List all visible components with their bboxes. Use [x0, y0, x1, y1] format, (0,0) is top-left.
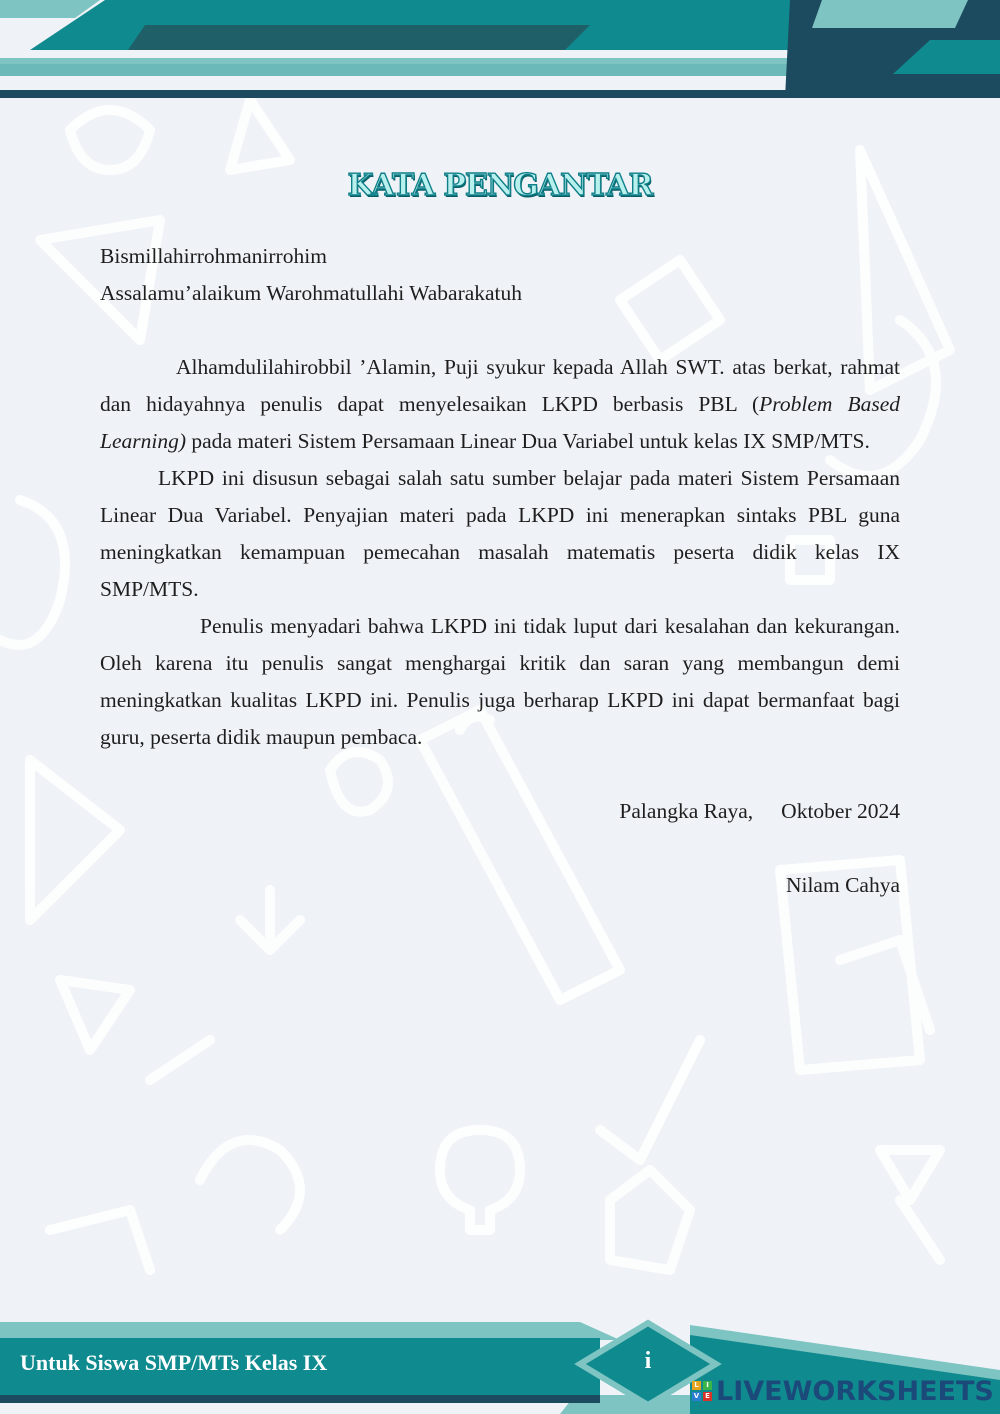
paragraph-1 — [100, 349, 900, 460]
footer-label: Untuk Siswa SMP/MTs Kelas IX — [20, 1350, 328, 1375]
paragraph-1-text-b: pada materi Sistem Persamaan Linear Dua Variabel untuk kelas IX SMP/MTS. — [186, 429, 870, 453]
place-date — [100, 793, 900, 830]
liveworksheets-logo-icon: L I V E — [692, 1381, 712, 1401]
paragraph-1-italic: Problem Based Learning) — [100, 392, 900, 453]
page-number: i — [644, 1348, 652, 1374]
paragraph-2: LKPD ini disusun sebagai salah satu sumber belajar pada materi Sistem Persamaan Linear Dua Variabel. Penyajian materi pada LKPD ini menerapkan sintaks PBL guna meningkatkan kemampuan pemecahan masalah matematis peserta didik kelas IX SMP/MTS. — [100, 466, 900, 601]
paragraph-1-text-a: Alhamdulilahirobbil ’Alamin, Puji syukur kepada Allah SWT. atas berkat, rahmat dan hidayahnya penulis dapat menyelesaikan LKPD berbasis PBL ( — [100, 355, 900, 416]
closing-date: Oktober 2024 — [781, 799, 900, 823]
preface-body — [100, 238, 900, 904]
greeting-line-2: Assalamu’alaikum Warohmatullahi Wabarakatuh — [100, 281, 523, 305]
liveworksheets-watermark — [692, 1372, 994, 1410]
liveworksheets-text: LIVEWORKSHEETS — [716, 1375, 994, 1407]
author-name: Nilam Cahya — [785, 873, 900, 897]
header-decoration — [0, 0, 1000, 98]
page-title: KATA PENGANTAR — [347, 168, 653, 203]
greeting-line-1: Bismillahirrohmanirrohim — [100, 244, 327, 268]
paragraph-3: Penulis menyadari bahwa LKPD ini tidak luput dari kesalahan dan kekurangan. Oleh karena itu penulis sangat menghargai kritik dan saran yang membangun demi meningkatkan kualitas LKPD ini. Penulis juga berharap LKPD ini dapat bermanfaat bagi guru, peserta didik maupun pembaca. — [100, 614, 900, 749]
closing-place: Palangka Raya, — [619, 799, 754, 823]
